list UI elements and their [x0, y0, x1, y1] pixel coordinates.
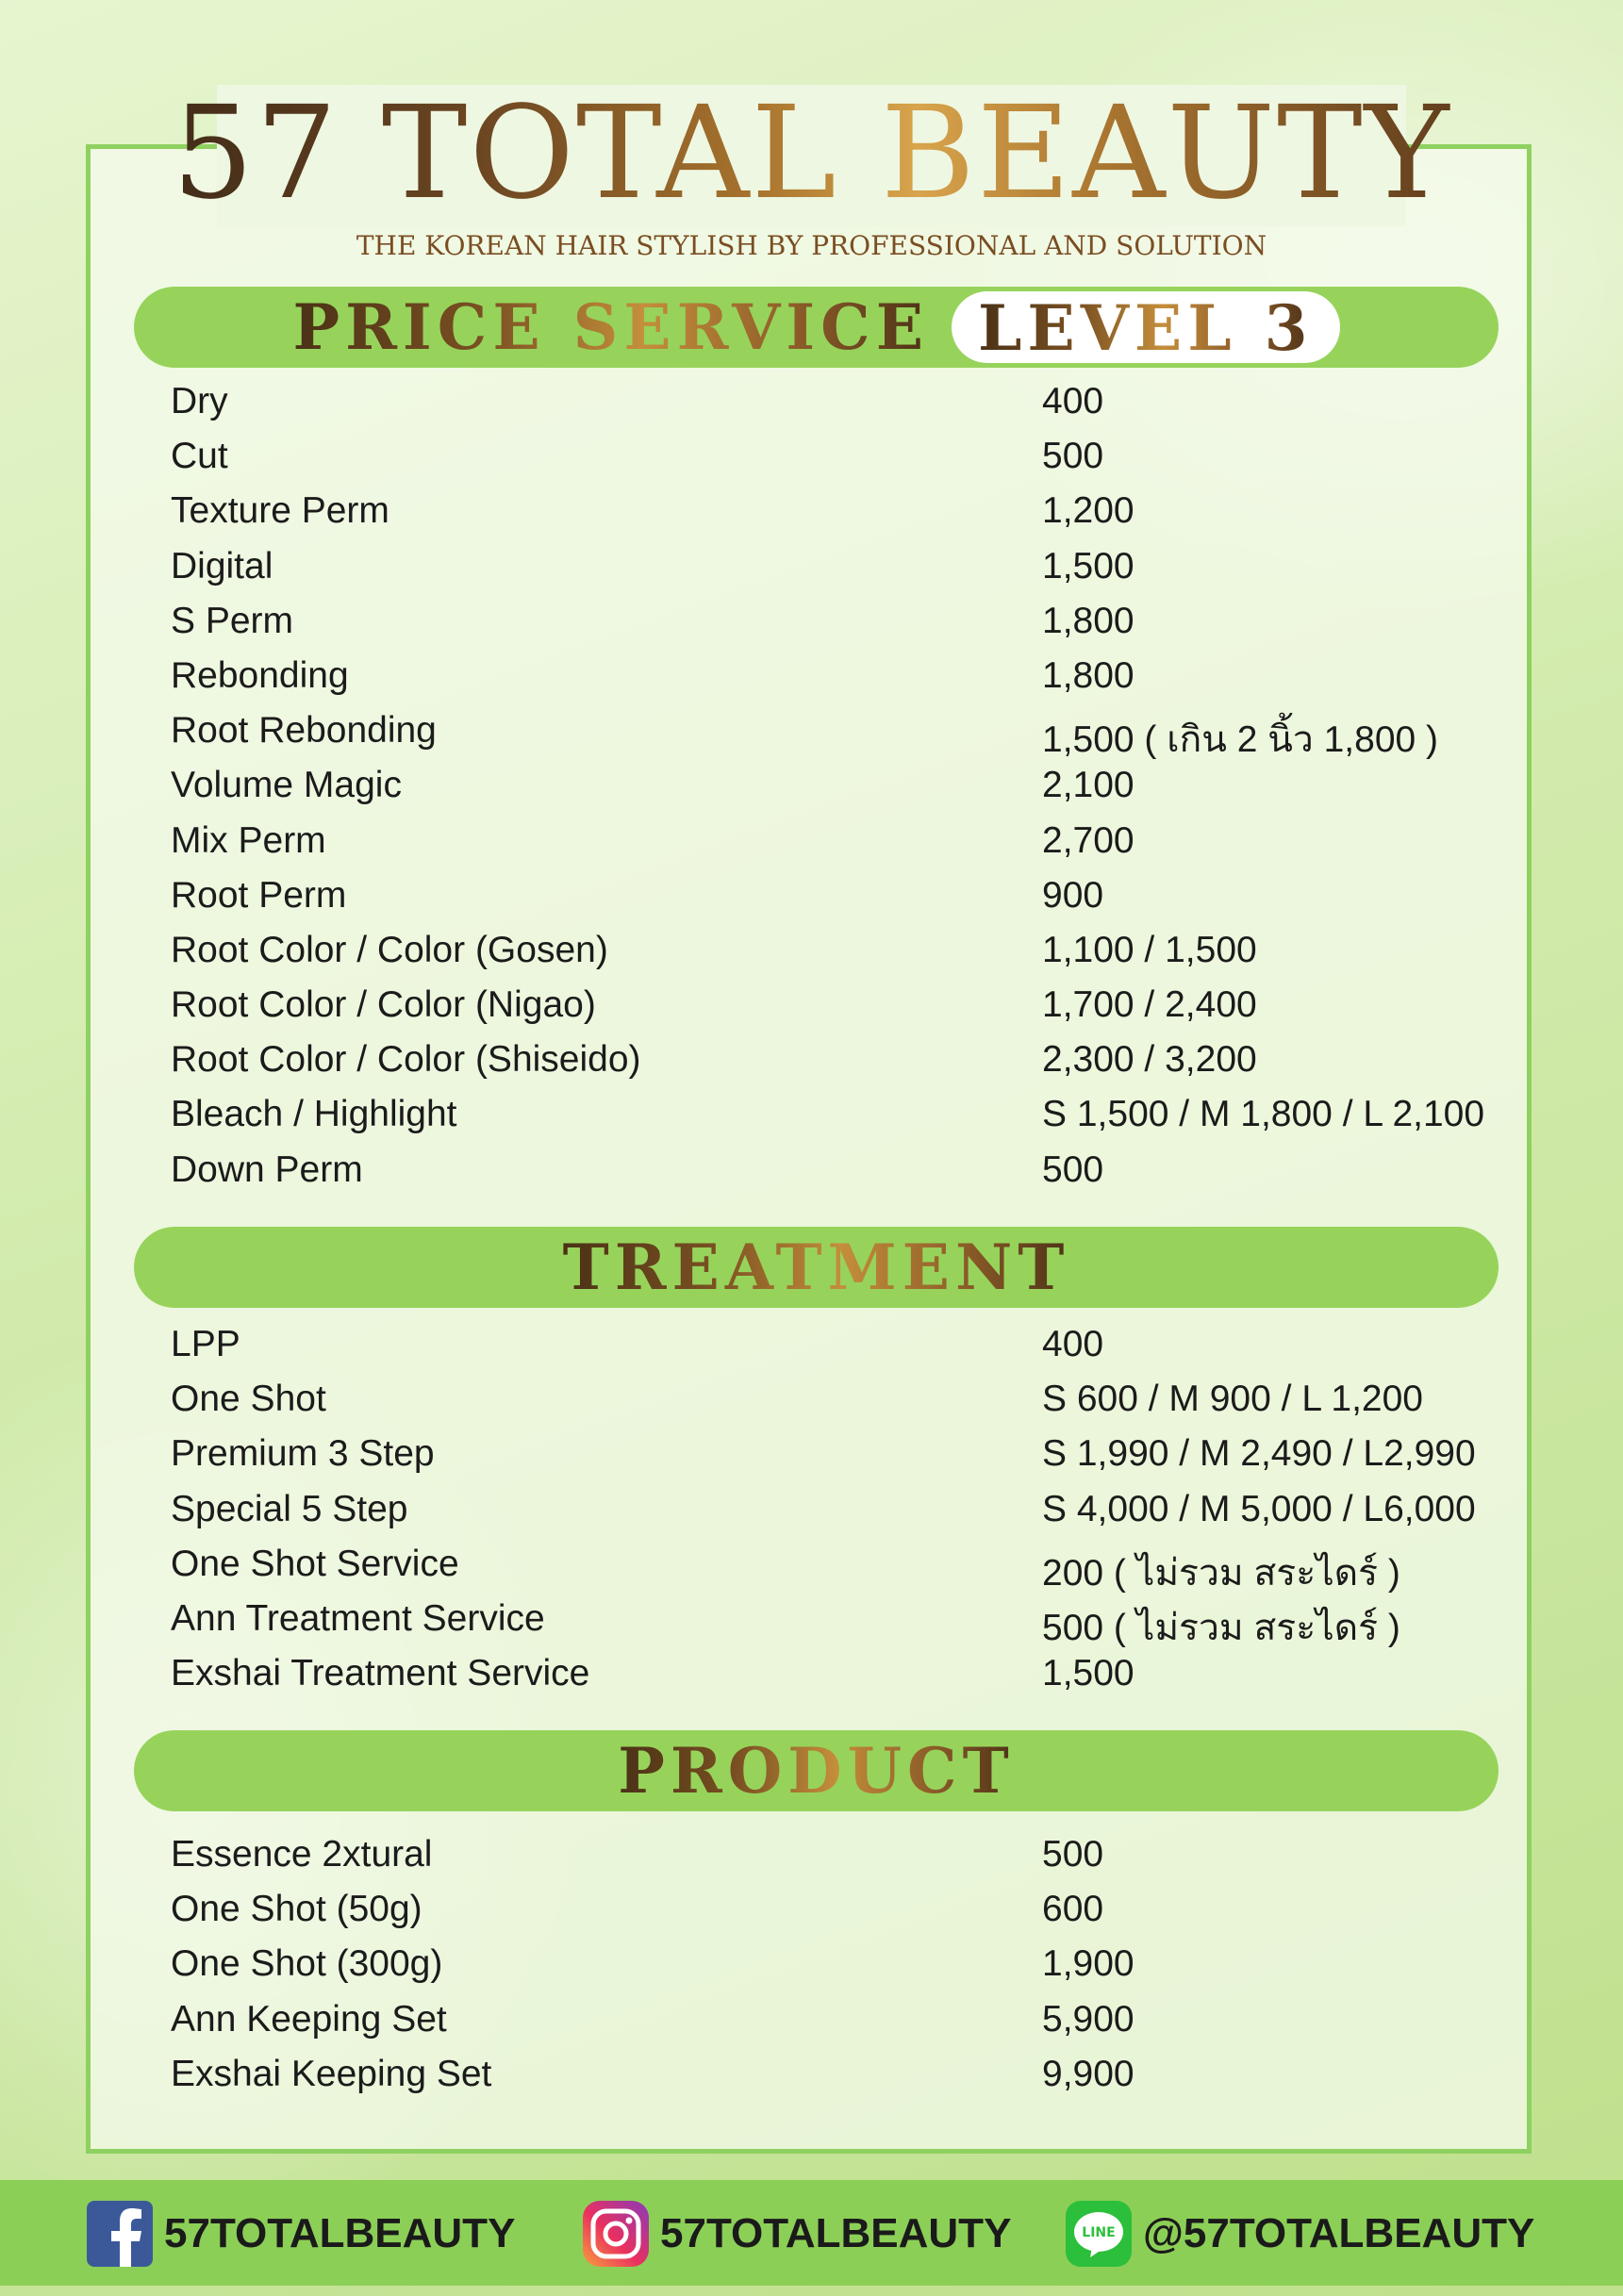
- list-item: [171, 706, 1510, 761]
- service-price: 1,500: [1042, 545, 1134, 586]
- list-item: [171, 761, 1510, 816]
- list-item: [171, 2050, 1510, 2105]
- service-price: 400: [1042, 381, 1104, 421]
- treatment-price: S 4,000 / M 5,000 / L6,000: [1042, 1488, 1476, 1529]
- price-service-title: PRICE SERVICE: [292, 290, 929, 364]
- service-name: Root Rebonding: [171, 710, 437, 752]
- treatment-name: Premium 3 Step: [171, 1433, 435, 1475]
- list-item: [171, 597, 1510, 652]
- service-name: Root Color / Color (Nigao): [171, 984, 596, 1026]
- product-name: Essence 2xtural: [171, 1834, 433, 1875]
- list-item: [171, 817, 1510, 871]
- list-item: [171, 1940, 1510, 1994]
- product-price: 5,900: [1042, 1998, 1134, 2040]
- line-link[interactable]: [1066, 2201, 1534, 2267]
- brand-title: 57 TOTAL BEAUTY: [0, 74, 1623, 234]
- product-name: One Shot (50g): [171, 1889, 422, 1930]
- product-price: 9,900: [1042, 2053, 1134, 2094]
- list-item: [171, 652, 1510, 706]
- treatment-name: Exshai Treatment Service: [171, 1653, 590, 1694]
- service-name: Cut: [171, 436, 228, 477]
- list-item: [171, 1540, 1510, 1594]
- product-title: PRODUCT: [618, 1734, 1015, 1808]
- list-item: [171, 1594, 1510, 1649]
- list-item: [171, 1995, 1510, 2050]
- product-price: 1,900: [1042, 1943, 1134, 1985]
- product-price: 600: [1042, 1889, 1104, 1930]
- treatment-price: 400: [1042, 1324, 1104, 1364]
- treatment-price: S 1,990 / M 2,490 / L2,990: [1042, 1433, 1476, 1475]
- service-price: 1,200: [1042, 490, 1134, 532]
- brand-tagline: THE KOREAN HAIR STYLISH BY PROFESSIONAL AND SOLUTION: [356, 230, 1267, 261]
- list-item: [171, 1090, 1510, 1145]
- service-price: 500: [1042, 436, 1104, 477]
- treatment-header: [134, 1227, 1499, 1308]
- service-name: Dry: [171, 381, 228, 421]
- treatment-price: S 600 / M 900 / L 1,200: [1042, 1379, 1423, 1420]
- list-item: [171, 542, 1510, 597]
- level-badge: [952, 291, 1340, 363]
- treatment-name: Ann Treatment Service: [171, 1597, 545, 1639]
- list-item: [171, 377, 1510, 432]
- list-item: [171, 1485, 1510, 1540]
- line-icon: [1066, 2201, 1132, 2267]
- service-name: S Perm: [171, 600, 294, 641]
- line-icon-label: LINE: [1082, 2225, 1116, 2240]
- instagram-link[interactable]: [583, 2201, 1011, 2267]
- list-item: [171, 926, 1510, 981]
- service-name: Mix Perm: [171, 819, 326, 861]
- service-price: 1,700 / 2,400: [1042, 984, 1257, 1026]
- list-item: [171, 1885, 1510, 1940]
- treatment-price: 500 ( ไม่รวม สระไดร์ ): [1042, 1607, 1400, 1648]
- list-item: [171, 981, 1510, 1035]
- product-price: 500: [1042, 1834, 1104, 1875]
- list-item: [171, 1035, 1510, 1090]
- service-price: 1,800: [1042, 654, 1134, 696]
- list-item: [171, 1830, 1510, 1885]
- instagram-icon: [583, 2201, 649, 2267]
- service-name: Rebonding: [171, 654, 349, 696]
- service-price: S 1,500 / M 1,800 / L 2,100: [1042, 1094, 1485, 1135]
- service-name: Root Perm: [171, 874, 347, 916]
- service-name: Digital: [171, 545, 273, 586]
- service-price: 1,800: [1042, 600, 1134, 641]
- service-name: Root Color / Color (Shiseido): [171, 1039, 641, 1081]
- service-name: Down Perm: [171, 1148, 363, 1190]
- service-price: 1,100 / 1,500: [1042, 929, 1257, 970]
- list-item: [171, 1375, 1510, 1429]
- service-price: 1,500 ( เกิน 2 นิ้ว 1,800 ): [1042, 719, 1439, 761]
- list-item: [171, 487, 1510, 541]
- list-item: [171, 1146, 1510, 1200]
- level-label: LEVEL 3: [978, 291, 1314, 365]
- service-price: 2,700: [1042, 819, 1134, 861]
- service-name: Volume Magic: [171, 765, 402, 806]
- list-item: [171, 432, 1510, 487]
- social-footer: [0, 2180, 1623, 2286]
- list-item: [171, 1649, 1510, 1704]
- product-name: One Shot (300g): [171, 1943, 443, 1985]
- service-price: 500: [1042, 1148, 1104, 1190]
- facebook-icon: [87, 2201, 153, 2267]
- service-price: 2,300 / 3,200: [1042, 1039, 1257, 1081]
- product-name: Ann Keeping Set: [171, 1998, 447, 2040]
- service-name: Texture Perm: [171, 490, 389, 532]
- facebook-link[interactable]: [87, 2201, 515, 2267]
- service-price: 900: [1042, 874, 1104, 916]
- treatment-name: One Shot: [171, 1379, 326, 1420]
- treatment-name: Special 5 Step: [171, 1488, 408, 1529]
- treatment-price: 200 ( ไม่รวม สระไดร์ ): [1042, 1552, 1400, 1594]
- line-handle: @57TOTALBEAUTY: [1143, 2210, 1535, 2256]
- list-item: [171, 871, 1510, 926]
- price-service-header: [134, 287, 1499, 368]
- treatment-name: One Shot Service: [171, 1543, 459, 1584]
- price-service-list: [171, 377, 1510, 1200]
- product-list: [171, 1830, 1510, 2105]
- treatment-list: [171, 1320, 1510, 1704]
- list-item: [171, 1429, 1510, 1484]
- product-header: [134, 1730, 1499, 1811]
- product-name: Exshai Keeping Set: [171, 2053, 492, 2094]
- treatment-name: LPP: [171, 1324, 240, 1364]
- service-name: Bleach / Highlight: [171, 1094, 457, 1135]
- service-price: 2,100: [1042, 765, 1134, 806]
- instagram-handle: 57TOTALBEAUTY: [660, 2210, 1012, 2256]
- service-name: Root Color / Color (Gosen): [171, 929, 608, 970]
- treatment-price: 1,500: [1042, 1653, 1134, 1694]
- treatment-title: TREATMENT: [562, 1231, 1070, 1304]
- list-item: [171, 1320, 1510, 1375]
- facebook-handle: 57TOTALBEAUTY: [164, 2210, 516, 2256]
